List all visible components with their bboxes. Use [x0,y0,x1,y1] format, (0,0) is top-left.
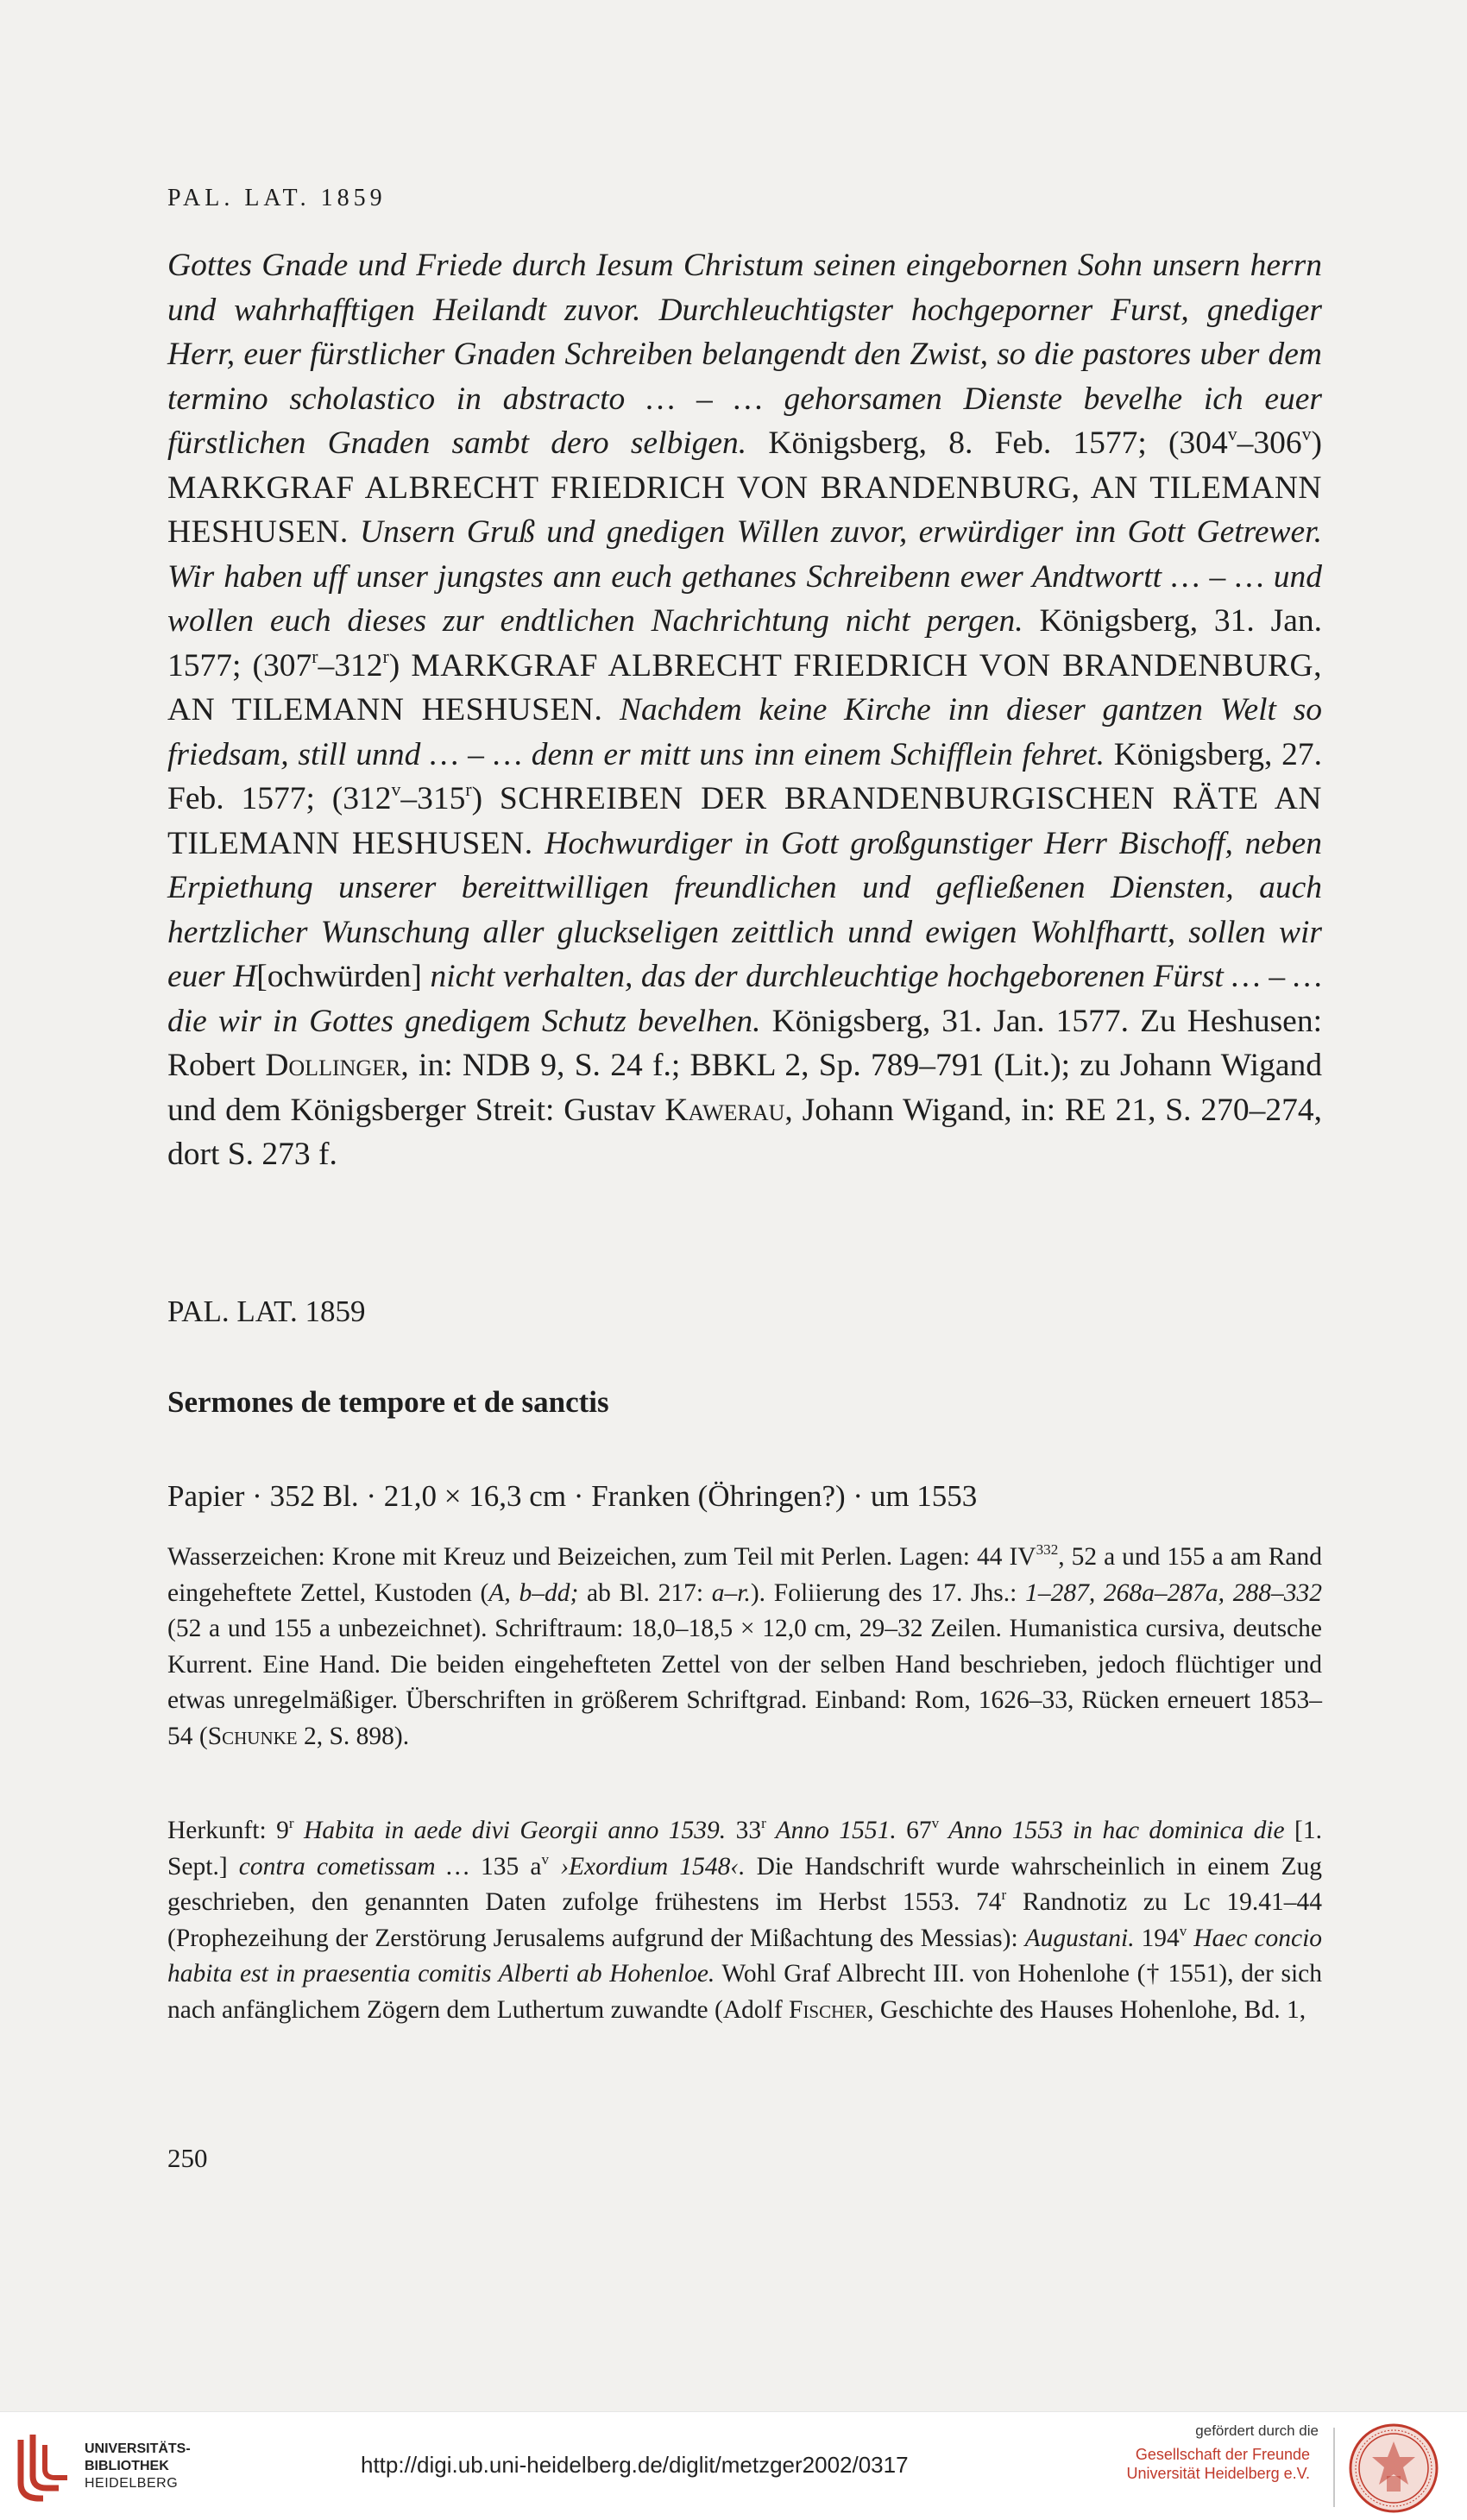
page-number: 250 [167,2143,208,2173]
catalog-continuation-text: Gottes Gnade und Friede durch Iesum Christum seinen eingebornen Sohn unsern herrn und wahrhafftigen Heilandt zuvor. Durchleuchtigster hochgeporner Furst, gnediger Herr, euer fürstlicher Gnaden Schreiben belangendt den Zwist, so die pastores uber dem termino scholastico in abstracto … – … gehorsamen Dienste bevelhe ich euer fürstlichen Gnaden sambt dero selbigen. Königsberg, 8. Feb. 1577; (304$^v$–306$^v$) MARKGRAF ALBRECHT FRIEDRICH VON BRANDENBURG, AN TILEMANN HESHUSEN. Unsern Gruß und gnedigen Willen zuvor, erwürdiger inn Gott Getrewer. Wir haben uff unser jungstes ann euch gethanes Schreibenn ewer Andtwortt … – … und wollen euch dieses zur endtlichen Nachrichtung nicht pergen. Königsberg, 31. Jan. 1577; (307$^r$–312$^r$) MARKGRAF ALBRECHT FRIEDRICH VON BRANDENBURG, AN TILEMANN HESHUSEN. Nachdem keine Kirche inn dieser gantzen Welt so friedsam, still unnd … – … denn er mitt uns inn einem Schifflein fehret. Königsberg, 27. Feb. 1577; (312$^v$–315$^r$) SCHREIBEN DER BRANDENBURGISCHEN RÄTE AN TILEMANN HESHUSEN. Hochwurdiger in Gott großgunstiger Herr Bischoff, neben Erpiethung unserer bereittwilligen freundlichen und gefließenen Diensten, auch hertzlicher Wunschung aller gluckseligen zeittlich unnd ewigen Wohlfhartt, sollen wir euer H[ochwürden] nicht verhalten, das der durchleuchtige hochgeborenen Fürst … – … die wir in Gottes gnedigem Schutz bevelhen. Königsberg, 31. Jan. 1577. Zu Heshusen: Robert Dollinger, in: NDB 9, S. 24 f.; BBKL 2, Sp. 789–791 (Lit.); zu Johann Wigand und dem Königsberger Streit: Gustav Kawerau, Johann Wigand, in: RE 21, S. 270–274, dort S. 273 f. [167,248,1322,1172]
author-name: Schunke [207,1722,298,1750]
item-heading: SCHREIBEN DER BRANDENBURGISCHEN RÄTE AN TILEMANN HESHUSEN. [167,781,1322,861]
sponsor-block: gefördert durch die Gesellschaft der Freunde Universität Heidelberg e.V. [1126,2422,1319,2482]
ub-heidelberg-logo-icon[interactable] [14,2431,72,2504]
running-head: PAL. LAT. 1859 [167,185,387,211]
shelfmark-heading: PAL. LAT. 1859 [167,1295,366,1328]
manuscript-title: Sermones de tempore et de sanctis [167,1385,609,1419]
author-name: Dollinger [265,1048,401,1083]
footer-divider [1333,2428,1335,2507]
item-heading: MARKGRAF ALBRECHT FRIEDRICH VON BRANDENBURG, AN TILEMANN HESHUSEN. [167,647,1322,728]
footer-bar [0,2411,1467,2520]
item-heading: MARKGRAF ALBRECHT FRIEDRICH VON BRANDENBURG, AN TILEMANN HESHUSEN. [167,469,1322,550]
permalink-url[interactable]: http://digi.ub.uni-heidelberg.de/diglit/metzger2002/0317 [361,2452,909,2478]
incipit-text: Gottes Gnade und Friede durch Iesum Christum seinen eingebornen Sohn unsern herrn und wahrhafftigen Heilandt zuvor. Durchleuchtigster hochgeporner Furst, gnediger Herr, euer fürstlicher Gnaden Schreiben belangendt den Zwist, so die pastores uber dem termino scholastico in abstracto … – … gehorsamen Dienste bevelhe ich euer fürstlichen Gnaden sambt dero selbigen. [167,248,1322,461]
library-name: UNIVERSITÄTS- BIBLIOTHEK HEIDELBERG [85,2441,191,2491]
university-seal-icon[interactable] [1348,2422,1439,2514]
codicology-paragraph: Wasserzeichen: Krone mit Kreuz und Beizeichen, zum Teil mit Perlen. Lagen: 44 IV$^{332}$, 52 a und 155 a am Rand eingeheftete Zettel, Kustoden (A, b–dd; ab Bl. 217: a–r.). Foliierung des 17. Jhs.: 1–287, 268a–287a, 288–332 (52 a und 155 a unbezeichnet). Schriftraum: 18,0–18,5 × 12,0 cm, 29–32 Zeilen. Humanistica cursiva, deutsche Kurrent. Eine Hand. Die beiden eingehefteten Zettel von der selben Hand beschrieben, jedoch flüchtiger und etwas unregelmäßiger. Überschriften in größerem Schriftgrad. Einband: Rom, 1626–33, Rücken erneuert 1853–54 (Schunke 2, S. 898). [167,1541,1323,1750]
provenance-paragraph: Herkunft: 9$^r$ Habita in aede divi Georgii anno 1539. 33$^r$ Anno 1551. 67$^v$ Anno 1553 in hac dominica die [1. Sept.] contra cometissam … 135 $a^v$ ›Exordium 1548‹. Die Handschrift wurde wahrscheinlich in einem Zug geschrieben, den genannten Daten zufolge frühestens im Herbst 1553. 74$^r$ Randnotiz zu Lc 19.41–44 (Prophezeihung der Zerstörung Jerusalems aufgrund der Mißachtung des Messias): Augustani. 194$^v$ Haec concio habita est in praesentia comitis Alberti ab Hohenloe. Wohl Graf Albrecht III. von Hohenlohe († 1551), der sich nach anfänglichem Zögern dem Luthertum zuwandte (Adolf Fischer, Geschichte des Hauses Hohenlohe, Bd. 1, [167,1815,1323,2024]
author-name: Kawerau [664,1092,785,1128]
physical-description: Papier · 352 Bl. · 21,0 × 16,3 cm · Franken (Öhringen?) · um 1553 [167,1479,978,1513]
author-name: Fischer [789,1995,868,2024]
